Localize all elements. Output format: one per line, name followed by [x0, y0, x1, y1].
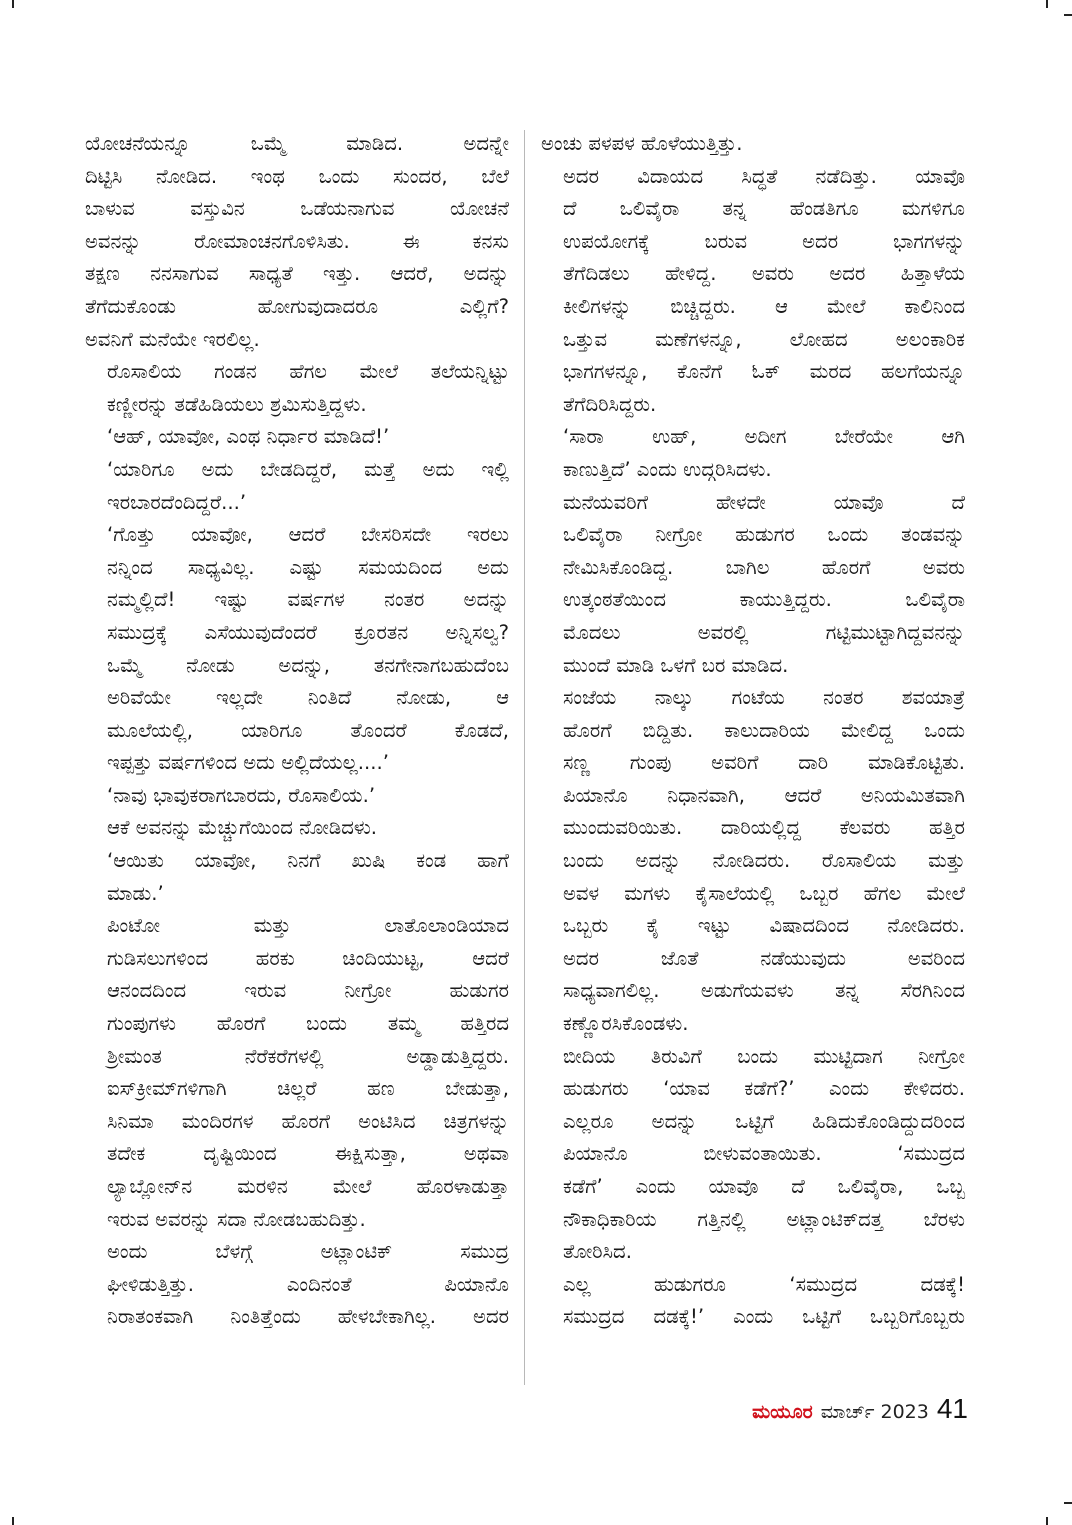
text-line: ಆಕೆ ಅವನನ್ನು ಮೆಚ್ಚುಗೆಯಿಂದ ನೋಡಿದಳು. [107, 816, 378, 840]
text-line: ಎಲ್ಲರೂ ಅದನ್ನು ಒಟ್ಟಿಗೆ ಹಿಡಿದುಕೊಂಡಿದ್ದುದರಿಂದ [563, 1109, 965, 1133]
text-line: ರೊಸಾಲಿಯ ಗಂಡನ ಹೆಗಲ ಮೇಲೆ ತಲೆಯನ್ನಿಟ್ಟು [107, 360, 509, 384]
text-line: ‘ಆಹ್, ಯಾವೋ, ಎಂಥ ನಿರ್ಧಾರ ಮಾಡಿದೆ!’ [107, 425, 390, 449]
text-line: ಇರುವ ಅವರನ್ನು ಸದಾ ನೋಡಬಹುದಿತ್ತು. [107, 1207, 366, 1231]
text-line: ನಮ್ಮಲ್ಲಿದೆ! ಇಷ್ಟು ವರ್ಷಗಳ ನಂತರ ಅದನ್ನು [107, 588, 509, 612]
text-line: ನೌಕಾಧಿಕಾರಿಯ ಗತ್ತಿನಲ್ಲಿ ಅಟ್ಲಾಂಟಿಕ್‌ದತ್ತ ಬೆರಳು [563, 1207, 965, 1231]
text-line: ‘ಗೊತ್ತು ಯಾವೋ, ಆದರೆ ಬೇಸರಿಸದೇ ಇರಲು [107, 523, 509, 547]
column-divider [524, 130, 525, 1385]
crop-mark-top-right [1046, 0, 1048, 8]
crop-mark-bottom-left [12, 1517, 14, 1525]
text-line: ಉತ್ಕಂಠತೆಯಿಂದ ಕಾಯುತ್ತಿದ್ದರು. ಒಲಿವೈರಾ [563, 588, 965, 612]
paragraph [85, 845, 509, 910]
text-line: ಬಂದು ಅದನ್ನು ನೋಡಿದರು. ರೊಸಾಲಿಯ ಮತ್ತು [563, 849, 965, 873]
text-line: ಹುಡುಗರು ‘ಯಾವ ಕಡೆಗೆ?’ ಎಂದು ಕೇಳಿದರು. [563, 1077, 965, 1101]
text-line: ತಕ್ಷಣ ನನಸಾಗುವ ಸಾಧ್ಯತೆ ಇತ್ತು. ಆದರೆ, ಅದನ್ನು [85, 262, 509, 286]
text-line: ಅವನನ್ನು ರೋಮಾಂಚನಗೊಳಿಸಿತು. ಈ ಕನಸು [85, 229, 509, 253]
issue-date: ಮಾರ್ಚ್ 2023 [820, 1401, 929, 1423]
paragraph [85, 910, 509, 1236]
text-line: ಒತ್ತುವ ಮಣೆಗಳನ್ನೂ, ಲೋಹದ ಅಲಂಕಾರಿಕ [563, 327, 965, 351]
text-line: ಇಪ್ಪತ್ತು ವರ್ಷಗಳಿಂದ ಅದು ಅಲ್ಲಿದೆಯಲ್ಲ....’ [107, 751, 389, 775]
text-line: ಒಲಿವೈರಾ ನೀಗ್ರೋ ಹುಡುಗರ ಒಂದು ತಂಡವನ್ನು [563, 523, 965, 547]
text-line: ಘೀಳಿಡುತ್ತಿತ್ತು. ಎಂದಿನಂತೆ ಪಿಯಾನೊ [107, 1272, 509, 1296]
text-line: ಒಬ್ಬರು ಕೈ ಇಟ್ಟು ವಿಷಾದದಿಂದ ನೋಡಿದರು. [563, 914, 965, 938]
text-line: ಕಣ್ಣೊರಸಿಕೊಂಡಳು. [563, 1012, 689, 1036]
text-line: ತೋರಿಸಿದ. [563, 1240, 632, 1264]
text-line: ಮೂಲೆಯಲ್ಲಿ, ಯಾರಿಗೂ ತೊಂದರೆ ಕೊಡದೆ, [107, 718, 509, 742]
text-line: ಐಸ್‌ಕ್ರೀಮ್‌ಗಳಿಗಾಗಿ ಚಿಲ್ಲರೆ ಹಣ ಬೇಡುತ್ತಾ, [107, 1077, 509, 1101]
text-line: ಅವನಿಗೆ ಮನೆಯೇ ಇರಲಿಲ್ಲ. [85, 327, 260, 351]
text-line: ‘ಯಾರಿಗೂ ಅದು ಬೇಡದಿದ್ದರೆ, ಮತ್ತೆ ಅದು ಇಲ್ಲಿ [107, 457, 509, 481]
text-line: ತೆಗೆದುಕೊಂಡು ಹೋಗುವುದಾದರೂ ಎಲ್ಲಿಗೆ? [85, 294, 509, 318]
text-line: ಅದರ ಜೊತೆ ನಡೆಯುವುದು ಅವರಿಂದ [563, 946, 965, 970]
text-line: ಬೀದಿಯ ತಿರುವಿಗೆ ಬಂದು ಮುಟ್ಟಿದಾಗ ನೀಗ್ರೋ [563, 1044, 965, 1068]
text-line: ಮಾಡು.’ [107, 881, 164, 905]
text-line: ಸಿನಿಮಾ ಮಂದಿರಗಳ ಹೊರಗೆ ಅಂಟಿಸಿದ ಚಿತ್ರಗಳನ್ನು [107, 1109, 509, 1133]
text-line: ಅದರ ವಿದಾಯದ ಸಿದ್ಧತೆ ನಡೆದಿತ್ತು. ಯಾವೊ [563, 164, 965, 188]
magazine-logo: ಮಯೂರ [752, 1401, 813, 1423]
paragraph [541, 161, 965, 422]
paragraph [85, 1236, 509, 1334]
crop-mark-bottom-right [1046, 1517, 1048, 1525]
crop-mark-right-upper [1064, 14, 1072, 16]
paragraph [85, 780, 509, 813]
paragraph [85, 421, 509, 454]
text-line: ಮೊದಲು ಅವರಲ್ಲಿ ಗಟ್ಟಿಮುಟ್ಟಾಗಿದ್ದವನನ್ನು [563, 620, 965, 644]
text-line: ಗುಡಿಸಲುಗಳಿಂದ ಹರಕು ಚಿಂದಿಯುಟ್ಟ, ಆದರೆ [107, 946, 509, 970]
text-line: ಹೊರಗೆ ಬಿದ್ದಿತು. ಕಾಲುದಾರಿಯ ಮೇಲಿದ್ದ ಒಂದು [563, 718, 965, 742]
text-line: ಮನೆಯವರಿಗೆ ಹೇಳದೇ ಯಾವೊ ದೆ [563, 490, 965, 514]
paragraph [85, 812, 509, 845]
text-line: ಶ್ರೀಮಂತ ನೆರೆಕರೆಗಳಲ್ಲಿ ಅಡ್ಡಾಡುತ್ತಿದ್ದರು. [107, 1044, 509, 1068]
text-line: ಅವಳ ಮಗಳು ಕೈಸಾಲೆಯಲ್ಲಿ ಒಬ್ಬರ ಹೆಗಲ ಮೇಲೆ [563, 881, 965, 905]
text-line: ತೆಗೆದಿಡಲು ಹೇಳಿದ್ದ. ಅವರು ಅದರ ಹಿತ್ತಾಳೆಯ [563, 262, 965, 286]
text-line: ಎಲ್ಲ ಹುಡುಗರೂ ‘ಸಮುದ್ರದ ದಡಕ್ಕೆ! [563, 1272, 965, 1296]
text-line: ತದೇಕ ದೃಷ್ಟಿಯಿಂದ ಈಕ್ಷಿಸುತ್ತಾ, ಅಥವಾ [107, 1142, 509, 1166]
text-line: ಒಮ್ಮೆ ನೋಡು ಅದನ್ನು, ತನಗೇನಾಗಬಹುದೆಂಬ [107, 653, 509, 677]
text-line: ಸಮುದ್ರಕ್ಕೆ ಎಸೆಯುವುದೆಂದರೆ ಕ್ರೂರತನ ಅನ್ನಿಸಲ್ವ? [107, 620, 509, 644]
text-line: ನೇಮಿಸಿಕೊಂಡಿದ್ದ. ಬಾಗಿಲ ಹೊರಗೆ ಅವರು [563, 555, 965, 579]
text-line: ಇರಬಾರದೆಂದಿದ್ದರೆ...’ [107, 490, 247, 514]
left-column [85, 128, 509, 1334]
text-line: ‘ನಾವು ಭಾವುಕರಾಗಬಾರದು, ರೊಸಾಲಿಯ.’ [107, 783, 376, 807]
text-line: ಕೀಲಿಗಳನ್ನು ಬಿಚ್ಚಿದ್ದರು. ಆ ಮೇಲೆ ಕಾಲಿನಿಂದ [563, 294, 965, 318]
text-line: ತೆಗೆದಿರಿಸಿದ್ದರು. [563, 392, 657, 416]
text-line: ಕಾಣುತ್ತಿದೆ’ ಎಂದು ಉದ್ಗರಿಸಿದಳು. [563, 457, 772, 481]
text-line: ಭಾಗಗಳನ್ನೂ, ಕೊನೆಗೆ ಓಕ್ ಮರದ ಹಲಗೆಯನ್ನೂ [563, 360, 965, 384]
text-line: ಉಪಯೋಗಕ್ಕೆ ಬರುವ ಅದರ ಭಾಗಗಳನ್ನು [563, 229, 965, 253]
text-line: ಅಂದು ಬೆಳಗ್ಗೆ ಅಟ್ಲಾಂಟಿಕ್ ಸಮುದ್ರ [107, 1240, 509, 1264]
text-line: ಲ್ಯಾಬ್ಲೋನ್‌ನ ಮರಳಿನ ಮೇಲೆ ಹೊರಳಾಡುತ್ತಾ [107, 1175, 509, 1198]
text-line: ಪಿಯಾನೊ ನಿಧಾನವಾಗಿ, ಆದರೆ ಅನಿಯಮಿತವಾಗಿ [563, 783, 965, 807]
text-line: ಕಡೆಗೆ’ ಎಂದು ಯಾವೊ ದೆ ಒಲಿವೈರಾ, ಒಬ್ಬ [563, 1175, 965, 1198]
right-column [541, 128, 965, 1334]
paragraph [541, 421, 965, 486]
text-line: ಸಮುದ್ರದ ದಡಕ್ಕೆ!’ ಎಂದು ಒಟ್ಟಿಗೆ ಒಬ್ಬರಿಗೊಬ್ಬರು [563, 1305, 965, 1329]
paragraph [541, 128, 965, 161]
crop-mark-top-left [12, 0, 14, 8]
text-line: ಸಣ್ಣ ಗುಂಪು ಅವರಿಗೆ ದಾರಿ ಮಾಡಿಕೊಟ್ಟಿತು. [563, 751, 965, 775]
paragraph [541, 682, 965, 1041]
text-line: ಪಿಂಟೋ ಮತ್ತು ಲಾತೊಲಾಂಡಿಯಾದ [107, 914, 509, 938]
text-line: ದೆ ಒಲಿವೈರಾ ತನ್ನ ಹೆಂಡತಿಗೂ ಮಗಳಿಗೂ [563, 197, 965, 221]
text-line: ನಿರಾತಂಕವಾಗಿ ನಿಂತಿತ್ತೆಂದು ಹೇಳಬೇಕಾಗಿಲ್ಲ. ಅದರ [107, 1305, 509, 1329]
text-line: ನನ್ನಿಂದ ಸಾಧ್ಯವಿಲ್ಲ. ಎಷ್ಟು ಸಮಯದಿಂದ ಅದು [107, 555, 509, 579]
text-line: ಅಂಚು ಪಳಪಳ ಹೊಳೆಯುತ್ತಿತ್ತು. [541, 132, 743, 155]
text-line: ಗುಂಪುಗಳು ಹೊರಗೆ ಬಂದು ತಮ್ಮ ಹತ್ತಿರದ [107, 1012, 509, 1036]
paragraph [541, 487, 965, 683]
paragraph [85, 519, 509, 780]
text-line: ಅರಿವೆಯೇ ಇಲ್ಲದೇ ನಿಂತಿದೆ ನೋಡು, ಆ [107, 686, 509, 710]
page-footer [752, 1393, 968, 1425]
paragraph [541, 1041, 965, 1269]
crop-mark-right-lower [1064, 1502, 1072, 1504]
paragraph [541, 1269, 965, 1334]
text-line: ಸಂಜೆಯ ನಾಲ್ಕು ಗಂಟೆಯ ನಂತರ ಶವಯಾತ್ರೆ [563, 686, 965, 710]
paragraph [85, 128, 509, 356]
page-number: 41 [936, 1393, 968, 1424]
text-line: ಯೋಚನೆಯನ್ನೂ ಒಮ್ಮೆ ಮಾಡಿದ. ಅದನ್ನೇ [85, 132, 509, 155]
article-page [80, 128, 970, 1408]
text-line: ‘ಸಾರಾ ಉಹ್, ಅದೀಗ ಬೇರೆಯೇ ಆಗಿ [563, 425, 965, 449]
text-line: ‘ಆಯಿತು ಯಾವೋ, ನಿನಗೆ ಖುಷಿ ಕಂಡ ಹಾಗೆ [107, 849, 509, 873]
text-line: ಮುಂದುವರಿಯಿತು. ದಾರಿಯಲ್ಲಿದ್ದ ಕೆಲವರು ಹತ್ತಿರ [563, 816, 965, 840]
paragraph [85, 356, 509, 421]
text-line: ಸಾಧ್ಯವಾಗಲಿಲ್ಲ. ಅಡುಗೆಯವಳು ತನ್ನ ಸೆರಗಿನಿಂದ [563, 979, 965, 1003]
text-line: ಪಿಯಾನೊ ಬೀಳುವಂತಾಯಿತು. ‘ಸಮುದ್ರದ [563, 1142, 965, 1166]
text-line: ಬಾಳುವ ವಸ್ತುವಿನ ಒಡೆಯನಾಗುವ ಯೋಚನೆ [85, 197, 509, 221]
text-line: ದಿಟ್ಟಿಸಿ ನೋಡಿದ. ಇಂಥ ಒಂದು ಸುಂದರ, ಬೆಲೆ [85, 164, 509, 188]
text-line: ಆನಂದದಿಂದ ಇರುವ ನೀಗ್ರೋ ಹುಡುಗರ [107, 979, 509, 1003]
text-line: ಕಣ್ಣೀರನ್ನು ತಡೆಹಿಡಿಯಲು ಶ್ರಮಿಸುತ್ತಿದ್ದಳು. [107, 392, 367, 416]
paragraph [85, 454, 509, 519]
text-line: ಮುಂದೆ ಮಾಡಿ ಒಳಗೆ ಬರ ಮಾಡಿದ. [563, 653, 789, 677]
